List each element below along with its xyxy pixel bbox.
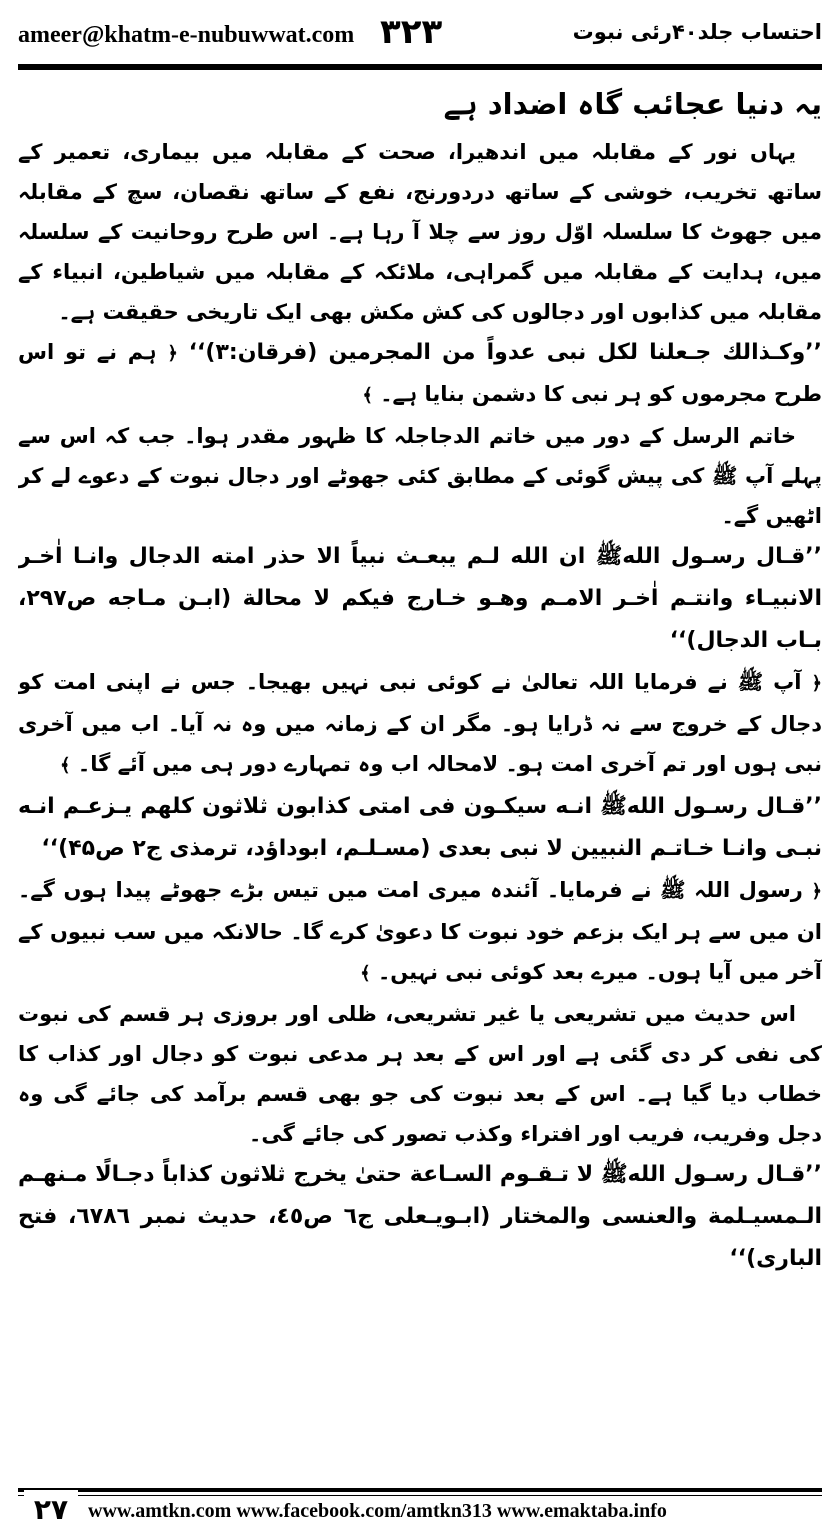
header-page-number: ۳۲۳ xyxy=(380,12,443,52)
flower-close-icon: ﴾ xyxy=(360,963,371,984)
footer-rule-thin xyxy=(18,1495,822,1496)
hadith-3-arabic: ’’قـال رسـول اللهﷺ لا تـقـوم السـاعة حتىٰ يخرج ثلاثون كذاباً دجـالًا مـنهـم الـمسيـلمة والعنسى والمختار (ابـويـعلى ج٦ ص٤٥، حديث نمبر ٦٧٨٦، فتح البارى)‘‘ xyxy=(18,1162,822,1271)
header-book-title: احتساب جلد۴۰رئی نبوت xyxy=(572,20,822,44)
quran-translation: ہم نے تو اس طرح مجرموں کو ہر نبی کا دشمن بنایا ہے۔ xyxy=(18,340,822,406)
footer-page-marker: ۲۷ xyxy=(24,1490,78,1530)
flower-open-icon: ﴿ xyxy=(811,673,822,694)
paragraph-explanation: اس حدیث میں تشریعی یا غیر تشریعی، ظلی اور بروزی ہر قسم کی نبوت کی نفی کر دی گئی ہے اور اس کے بعد ہر مدعی نبوت کو دجال اور کذاب کا خطاب دیا گیا ہے۔ اس کے بعد نبوت کی جو بھی قسم برآمد کی جائے گی وہ دجل وفریب، فریب اور افتراء وکذب تصور کی جائے گی۔ xyxy=(18,1002,822,1146)
hadith-1-translation: آپ ﷺ نے فرمایا اللہ تعالیٰ نے کوئی نبی نہیں بھیجا۔ جس نے اپنی امت کو دجال کے خروج سے نہ ڈرایا ہو۔ مگر ان کے زمانہ میں وہ نہ آیا۔ اب میں آخری نبی ہوں اور تم آخری امت ہو۔ لامحالہ اب وہ تمہارے دور ہی میں آئے گا۔ xyxy=(18,670,822,776)
hadith-2-translation-block xyxy=(18,870,822,994)
header-email: ameer@khatm-e-nubuwwat.com xyxy=(18,22,355,48)
flower-close-icon: ﴾ xyxy=(362,385,373,406)
page-footer xyxy=(18,1484,822,1532)
quran-quote: ’’وکـذالك جـعلنا لكل نبى عدواً من المجرمين (فرقان:۳)‘‘ xyxy=(188,340,822,365)
flower-close-icon: ﴾ xyxy=(60,755,71,776)
paragraph-intro: یہاں نور کے مقابلہ میں اندھیرا، صحت کے مقابلہ میں بیماری، تعمیر کے ساتھ تخریب، خوشی کے ساتھ دردورنج، نفع کے ساتھ نقصان، سچ کے مقابلہ میں جھوٹ کا سلسلہ اوّل روز سے چلا آ رہا ہے۔ اس طرح روحانیت کے سلسلہ میں، ہدایت کے مقابلہ میں گمراہی، ملائکہ کے مقابلہ میں شیاطین، انبیاء کے مقابلہ میں کذابوں اور دجالوں کی کش مکش بھی ایک تاریخی حقیقت ہے۔ xyxy=(18,140,822,324)
footer-rule-thick xyxy=(18,1488,822,1492)
quran-block xyxy=(18,332,822,416)
hadith-1-arabic: ’’قـال رسـول اللهﷺ ان الله لـم يبعـث نبياً الا حذر امته الدجال وانـا اٰخـر الانبيـاء وانتـم اٰخـر الامـم وهـو خـارج فيكم لا محالة (ابـن مـاجه ص۲۹۷، بـاب الدجال)‘‘ xyxy=(18,544,822,653)
paragraph-khatam: خاتم الرسل کے دور میں خاتم الدجاجلہ کا ظہور مقدر ہوا۔ جب کہ اس سے پہلے آپ ﷺ کی پیش گوئی کے مطابق کئی جھوٹے اور دجال نبوت کے دعوے لے کر اٹھیں گے۔ xyxy=(18,424,822,528)
page-body xyxy=(18,76,822,1460)
header-rule xyxy=(18,64,822,70)
section-heading: یہ دنیا عجائب گاہ اضداد ہے xyxy=(443,87,822,121)
hadith-1-translation-block xyxy=(18,662,822,786)
hadith-2-arabic: ’’قـال رسـول اللهﷺ انـه سيكـون فى امتى كذابون ثلاثون كلهم يـزعـم انـه نبـى وانـا خـاتـم النبيين لا نبى بعدى (مسـلـم، ابوداؤد، ترمذى ج۲ ص۴۵)‘‘ xyxy=(18,794,822,861)
flower-open-icon: ﴿ xyxy=(811,881,822,902)
hadith-2-translation: رسول اللہ ﷺ نے فرمایا۔ آئندہ میری امت میں تیس بڑے جھوٹے پیدا ہوں گے۔ ان میں سے ہر ایک بزعم خود نبوت کا دعویٰ کرے گا۔ حالانکہ میں سب نبیوں کے آخر میں آیا ہوں۔ میرے بعد کوئی نبی نہیں۔ xyxy=(18,878,822,984)
flower-open-icon: ﴿ xyxy=(167,343,178,364)
footer-links: www.amtkn.com www.facebook.com/amtkn313 www.emaktaba.info xyxy=(88,1500,667,1522)
page-header xyxy=(18,8,822,58)
